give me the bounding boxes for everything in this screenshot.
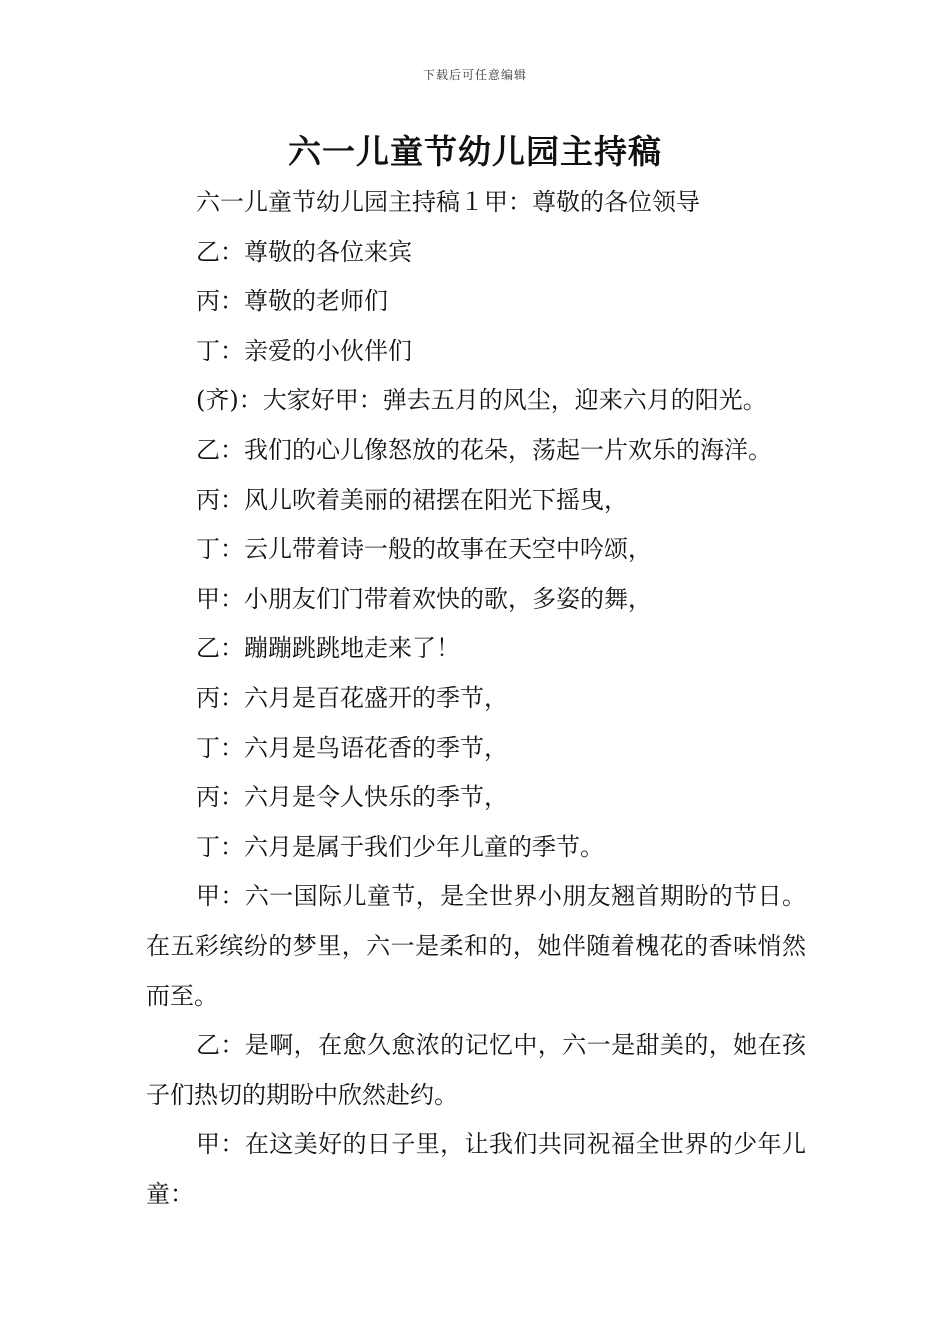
paragraph: 六一儿童节幼儿园主持稿１甲：尊敬的各位领导 bbox=[196, 188, 700, 216]
paragraph: 丁：亲爱的小伙伴们 bbox=[196, 336, 412, 365]
paragraph: 丙：六月是百花盛开的季节， bbox=[196, 683, 508, 712]
paragraph: 乙：尊敬的各位来宾 bbox=[196, 237, 412, 266]
paragraph: 丙：六月是令人快乐的季节， bbox=[196, 783, 508, 812]
document-title: 六一儿童节幼儿园主持稿 bbox=[288, 132, 662, 171]
paragraph: 甲：在这美好的日子里，让我们共同祝福全世界的少年儿童： bbox=[146, 1130, 806, 1208]
document-body bbox=[146, 178, 806, 1219]
paragraph: 丁：六月是属于我们少年儿童的季节。 bbox=[196, 832, 604, 861]
paragraph: 丁：云儿带着诗一般的故事在天空中吟颂， bbox=[196, 535, 652, 564]
paragraph: 甲：六一国际儿童节，是全世界小朋友翘首期盼的节日。在五彩缤纷的梦里，六一是柔和的，她伴随着槐花的香味悄然而至。 bbox=[146, 882, 806, 1010]
paragraph: 乙：我们的心儿像怒放的花朵，荡起一片欢乐的海洋。 bbox=[196, 435, 772, 464]
paragraph: (齐)：大家好甲：弹去五月的风尘，迎来六月的阳光。 bbox=[196, 386, 767, 415]
paragraph: 丁：六月是鸟语花香的季节， bbox=[196, 733, 508, 762]
paragraph: 乙：是啊，在愈久愈浓的记忆中，六一是甜美的，她在孩子们热切的期盼中欣然赴约。 bbox=[146, 1031, 806, 1109]
paragraph: 甲：小朋友们门带着欢快的歌，多姿的舞， bbox=[196, 584, 652, 613]
paragraph: 丙：风儿吹着美丽的裙摆在阳光下摇曳， bbox=[196, 485, 628, 514]
paragraph: 乙：蹦蹦跳跳地走来了！ bbox=[196, 634, 460, 663]
header-note: 下载后可任意编辑 bbox=[422, 68, 527, 82]
paragraph: 丙：尊敬的老师们 bbox=[196, 287, 388, 316]
